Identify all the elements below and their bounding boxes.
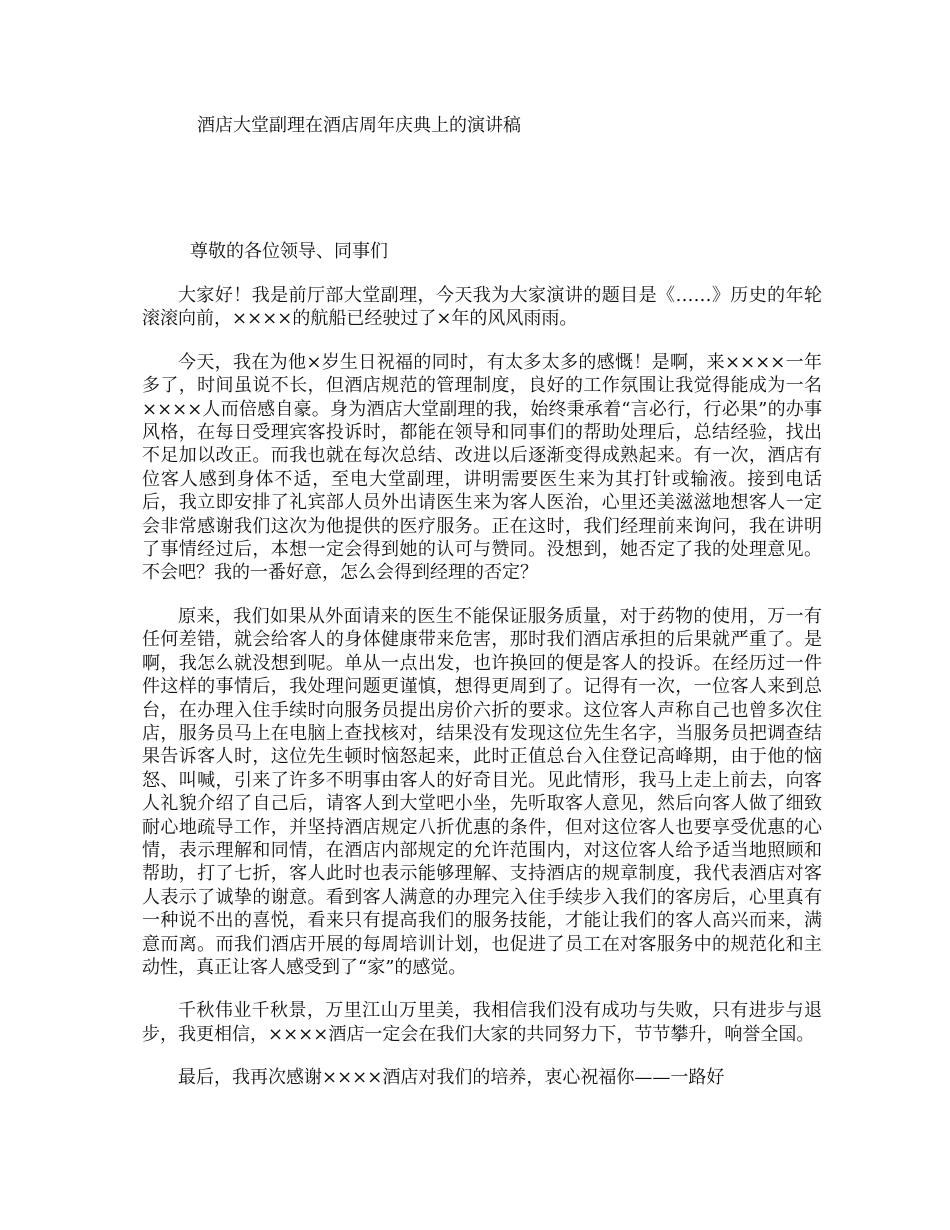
document-title: 酒店大堂副理在酒店周年庆典上的演讲稿 [197, 115, 521, 136]
paragraph-closing: 最后，我再次感谢××××酒店对我们的培养，衷心祝福你——一路好 [178, 1067, 725, 1089]
paragraph-reflection: 今天，我在为他×岁生日祝福的同时，有太多太多的感慨！是啊，来××××一年多了，时间虽说不长，但酒店规范的管理制度，良好的工作氛围让我觉得能成为一名××××人而倍感自豪。身为酒店大堂副理的我，始终秉承着“言必行，行必果”的办事风格，在每日受理宾客投诉时，都能在领导和同事们的帮助处理后，总结经验，找出不足加以改正。而我也就在每次总结、改进以后逐渐变得成熟起来。有一次，酒店有位客人感到身体不适，至电大堂副理，讲明需要医生来为其打针或输液。接到电话后，我立即安排了礼宾部人员外出请医生来为客人医治，心里还美滋滋地想客人一定会非常感谢我们这次为他提供的医疗服务。正在这时，我们经理前来询问，我在讲明了事情经过后，本想一定会得到她的认可与赞同。没想到，她否定了我的处理意见。不会吧？我的一番好意，怎么会得到经理的否定？ [142, 351, 822, 584]
salutation: 尊敬的各位领导、同事们 [190, 241, 388, 262]
speech-body [142, 284, 822, 1110]
paragraph-greeting: 大家好！我是前厅部大堂副理，今天我为大家演讲的题目是《……》历史的年轮滚滚向前，××××的航船已经驶过了×年的风风雨雨。 [142, 285, 822, 330]
paragraph-outlook: 千秋伟业千秋景，万里江山万里美，我相信我们没有成功与失败，只有进步与退步，我更相信，××××酒店一定会在我们大家的共同努力下，节节攀升，响誉全国。 [142, 1000, 822, 1045]
paragraph-experience: 原来，我们如果从外面请来的医生不能保证服务质量，对于药物的使用，万一有任何差错，就会给客人的身体健康带来危害，那时我们酒店承担的后果就严重了。是啊，我怎么就没想到呢。单从一点出发，也许换回的便是客人的投诉。在经历过一件件这样的事情后，我处理问题更谨慎，想得更周到了。记得有一次，一位客人来到总台，在办理入住手续时向服务员提出房价六折的要求。这位客人声称自己也曾多次住店，服务员马上在电脑上查找核对，结果没有发现这位先生名字，当服务员把调查结果告诉客人时，这位先生顿时恼怒起来，此时正值总台入住登记高峰期，由于他的恼怒、叫喊，引来了许多不明事由客人的好奇目光。见此情形，我马上走上前去，向客人礼貌介绍了自己后，请客人到大堂吧小坐，先听取客人意见，然后向客人做了细致耐心地疏导工作，并坚持酒店规定八折优惠的条件，但对这位客人也要享受优惠的心情，表示理解和同情，在酒店内部规定的允许范围内，对这位客人给予适当地照顾和帮助，打了七折，客人此时也表示能够理解、支持酒店的规章制度，我代表酒店对客人表示了诚挚的谢意。看到客人满意的办理完入住手续步入我们的客房后，心里真有一种说不出的喜悦，看来只有提高我们的服务技能，才能让我们的客人高兴而来，满意而离。而我们酒店开展的每周培训计划，也促进了员工在对客服务中的规范化和主动性，真正让客人感受到了“家”的感觉。 [142, 605, 822, 978]
